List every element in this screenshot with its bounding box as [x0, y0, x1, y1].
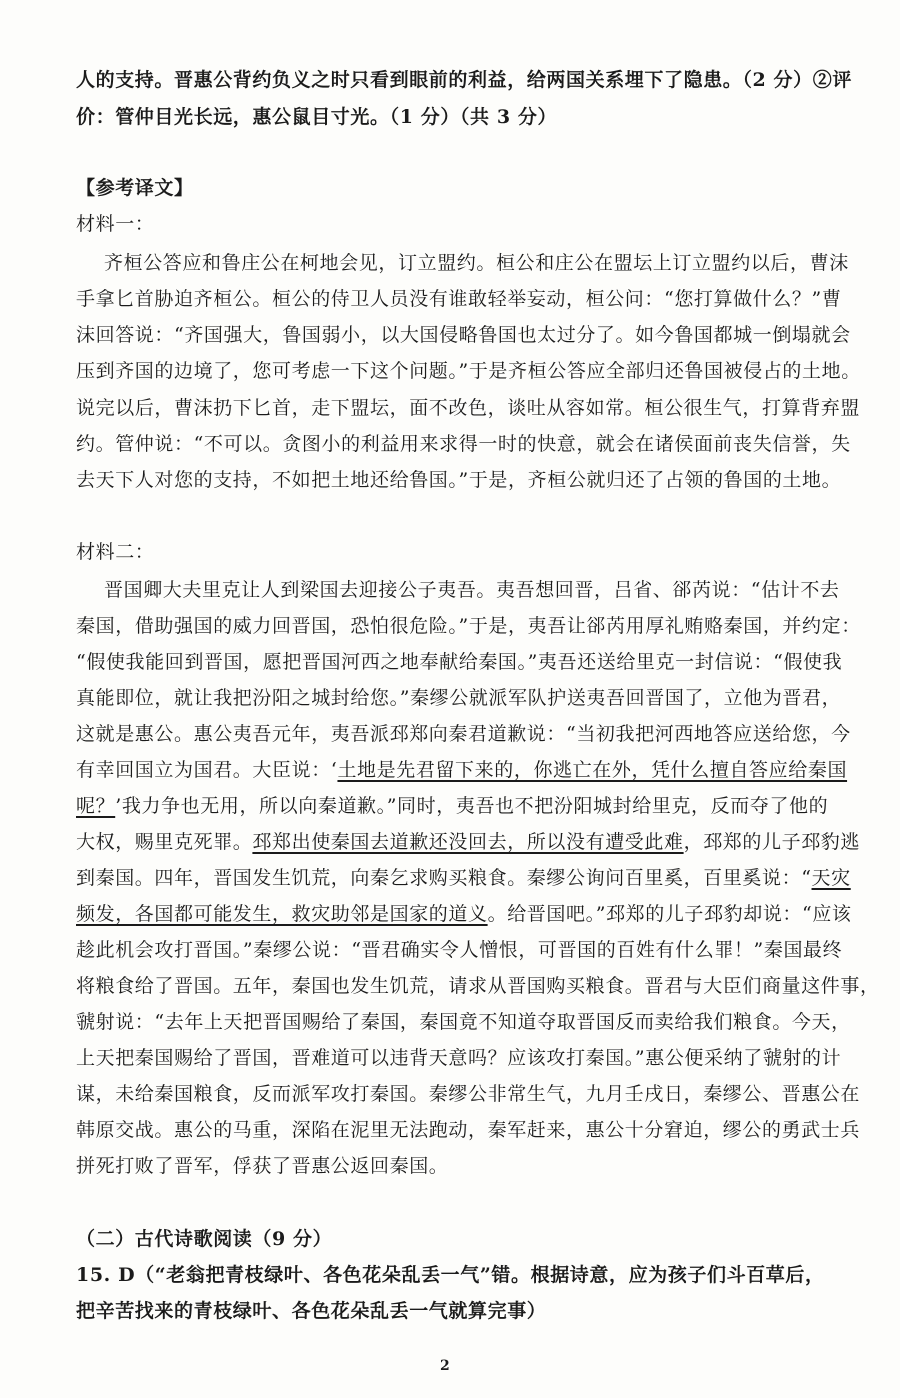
material2-line	[76, 866, 851, 890]
material1-line: 压到齐国的边境了，您可考虑一下这个问题。”于是齐桓公答应全部归还鲁国被侵占的土地。	[76, 360, 861, 382]
material2-line: 晋国卿大夫里克让人到梁国去迎接公子夷吾。夷吾想回晋，吕省、郤芮说：“估计不去	[104, 579, 840, 601]
question-15-line-2: 把辛苦找来的青枝绿叶、各色花朵乱丢一气就算完事）	[76, 1300, 547, 1322]
material2-line: 这就是惠公。惠公夷吾元年，夷吾派邳郑向秦君道歉说：“当初我把河西地答应送给您，今	[76, 723, 851, 745]
underlined-text: 呢？	[76, 795, 116, 817]
material2-line	[76, 758, 847, 782]
material2-line	[76, 902, 852, 926]
material2-line: 趁此机会攻打晋国。”秦缪公说：“晋君确实令人憎恨，可晋国的百姓有什么罪！”秦国最终	[76, 939, 843, 961]
plain-text: 。给晋国吧。”邳郑的儿子邳豹却说：“应该	[487, 903, 852, 925]
material1-line: 说完以后，曹沫扔下匕首，走下盟坛，面不改色，谈吐从容如常。桓公很生气，打算背弃盟	[76, 397, 861, 419]
underlined-text: 频发，各国都可能发生，救灾助邻是国家的道义	[76, 903, 488, 925]
plain-text: 有幸回国立为国君。大臣说：‘	[76, 759, 338, 781]
translation-header: 【参考译文】	[76, 177, 194, 199]
material1-line: 去天下人对您的支持，不如把土地还给鲁国。”于是，齐桓公就归还了占领的鲁国的土地。	[76, 469, 842, 491]
material1-line: 约。管仲说：“不可以。贪图小的利益用来求得一时的快意，就会在诸侯面前丧失信誉，失	[76, 433, 851, 455]
material1-line: 齐桓公答应和鲁庄公在柯地会见，订立盟约。桓公和庄公在盟坛上订立盟约以后，曹沫	[104, 252, 849, 274]
material1-label: 材料一：	[76, 213, 155, 235]
page-number: 2	[440, 1358, 450, 1374]
plain-text: 大权，赐里克死罪。	[76, 831, 253, 853]
material2-label: 材料二：	[76, 541, 155, 563]
material2-line	[76, 830, 860, 854]
plain-text: ’我力争也无用，所以向秦道歉。”同时，夷吾也不把汾阳城封给里克，反而夺了他的	[115, 795, 829, 817]
material2-line: 上天把秦国赐给了晋国，晋难道可以违背天意吗？应该攻打秦国。”惠公便采纳了虢射的计	[76, 1047, 842, 1069]
section-heading: （二）古代诗歌阅读（9 分）	[76, 1228, 333, 1250]
material1-line: 沫回答说：“齐国强大，鲁国弱小，以大国侵略鲁国也太过分了。如今鲁国都城一倒塌就会	[76, 324, 851, 346]
underlined-text: 邳郑出使秦国去道歉还没回去，所以没有遭受此难	[252, 831, 684, 853]
answer-line-1: 人的支持。晋惠公背约负义之时只看到眼前的利益，给两国关系埋下了隐患。（2 分）②评	[76, 69, 852, 91]
material2-line: “假使我能回到晋国，愿把晋国河西之地奉献给秦国。”夷吾还送给里克一封信说：“假使我	[76, 651, 843, 673]
material1-line: 手拿匕首胁迫齐桓公。桓公的侍卫人员没有谁敢轻举妄动，桓公问：“您打算做什么？”曹	[76, 288, 842, 310]
material2-line: 将粮食给了晋国。五年，秦国也发生饥荒，请求从晋国购买粮食。晋君与大臣们商量这件事，	[76, 975, 880, 997]
plain-text: 到秦国。四年，晋国发生饥荒，向秦乞求购买粮食。秦缪公询问百里奚，百里奚说：“	[76, 867, 812, 889]
question-15-line-1: 15. D（“老翁把青枝绿叶、各色花朵乱丢一气”错。根据诗意，应为孩子们斗百草后，	[76, 1264, 825, 1286]
answer-line-2: 价：管仲目光长远，惠公鼠目寸光。（1 分）（共 3 分）	[76, 106, 558, 128]
plain-text: ，邳郑的儿子邳豹逃	[683, 831, 861, 853]
material2-line	[76, 794, 828, 818]
underlined-text: 土地是先君留下来的，你逃亡在外，凭什么擅自答应给秦国	[337, 759, 848, 781]
underlined-text: 天灾	[811, 867, 851, 889]
material2-line: 韩原交战。惠公的马重，深陷在泥里无法跑动，秦军赶来，惠公十分窘迫，缪公的勇武士兵	[76, 1119, 861, 1141]
material2-line: 谋，未给秦国粮食，反而派军攻打秦国。秦缪公非常生气，九月壬戌日，秦缪公、晋惠公在	[76, 1083, 861, 1105]
material2-line: 真能即位，就让我把汾阳之城封给您。”秦缪公就派军队护送夷吾回晋国了，立他为晋君，	[76, 687, 842, 709]
material2-line: 虢射说：“去年上天把晋国赐给了秦国，秦国竟不知道夺取晋国反而卖给我们粮食。今天，	[76, 1011, 851, 1033]
material2-line: 拼死打败了晋军，俘获了晋惠公返回秦国。	[76, 1155, 449, 1177]
material2-line: 秦国，借助强国的威力回晋国，恐怕很危险。”于是，夷吾让郤芮用厚礼贿赂秦国，并约定：	[76, 615, 861, 637]
